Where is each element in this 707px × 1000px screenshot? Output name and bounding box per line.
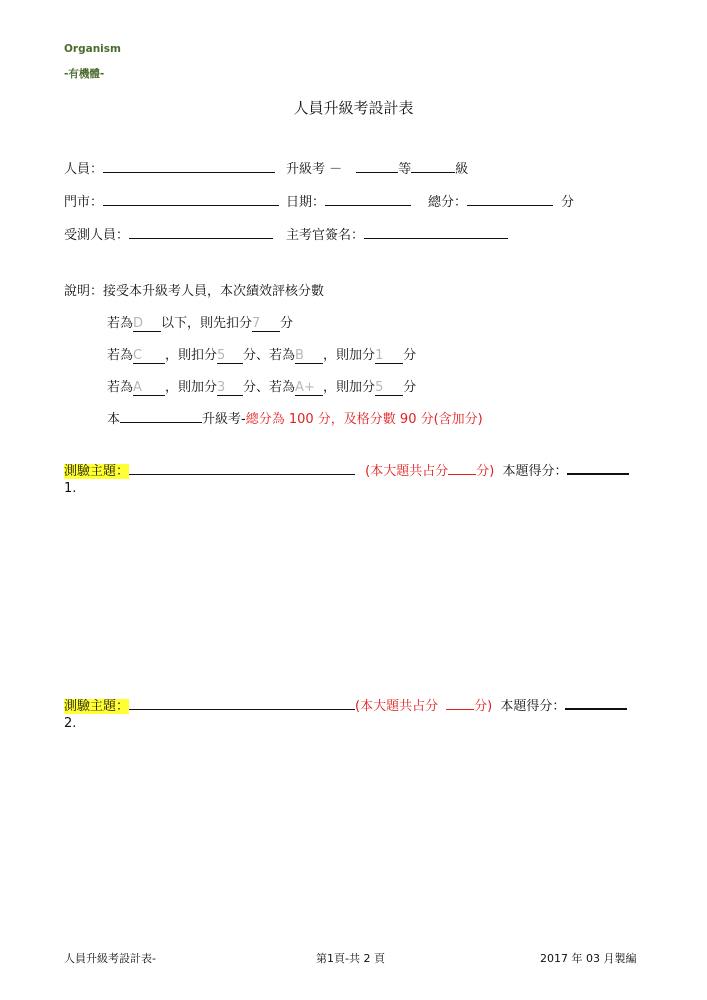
score-field[interactable] <box>565 696 627 710</box>
share-unit: 分) <box>476 464 495 479</box>
store-label: 門市： <box>64 195 104 210</box>
brand-name: Organism <box>64 43 121 55</box>
summary-text: 本 <box>107 412 121 427</box>
examinee-field[interactable] <box>129 225 273 239</box>
grade-field[interactable]: A <box>133 380 165 396</box>
rule-text: ，則加分 <box>323 348 376 363</box>
rule-text: 若為 <box>107 348 134 363</box>
deng-label: 等 <box>398 162 412 177</box>
footer-left: 人員升級考設計表- <box>64 952 156 965</box>
rule-text: 分 <box>280 316 294 331</box>
share-label: (本大題共占分 <box>355 699 439 714</box>
score-label: 本題得分： <box>500 699 566 714</box>
rule-1 <box>107 312 293 332</box>
exam-level-field[interactable] <box>411 159 455 173</box>
grade-field[interactable]: D <box>133 316 161 332</box>
rule-text: 若為 <box>107 316 134 331</box>
score-rule-text: 總分為 100 分，及格分數 90 分(含加分) <box>245 412 483 427</box>
ji-label: 級 <box>455 162 469 177</box>
page-title: 人員升級考設計表 <box>293 99 414 117</box>
points-field[interactable]: 5 <box>375 380 403 396</box>
points-field[interactable]: 5 <box>217 348 243 364</box>
footer-page-number: 第1頁-共 2 頁 <box>316 952 385 965</box>
share-field[interactable] <box>446 696 474 710</box>
points-field[interactable]: 3 <box>217 380 243 396</box>
score-label: 本題得分： <box>502 464 568 479</box>
section-1-header <box>64 460 629 479</box>
rule-text: 若為 <box>107 380 134 395</box>
grade-field[interactable]: A+ <box>295 380 323 396</box>
topic-field[interactable] <box>129 696 355 710</box>
share-field[interactable] <box>448 461 476 475</box>
instructions-intro: 說明：接受本升級考人員，本次績效評核分數 <box>64 284 325 299</box>
date-field[interactable] <box>325 192 411 206</box>
examinee-row <box>64 224 273 243</box>
topic-label: 測驗主題： <box>64 699 130 714</box>
footer-date: 2017 年 03 月製編 <box>540 952 637 965</box>
grade-field[interactable]: C <box>133 348 165 364</box>
person-row <box>64 158 275 177</box>
topic-label: 測驗主題： <box>64 464 130 479</box>
total-field[interactable] <box>467 192 553 206</box>
exam-grade-field[interactable] <box>356 159 398 173</box>
brand-subtitle: -有機體- <box>64 68 105 80</box>
rule-text: 分、若為 <box>243 348 296 363</box>
examiner-label: 主考官簽名： <box>286 228 365 243</box>
person-label: 人員： <box>64 162 104 177</box>
total-row <box>428 191 574 210</box>
rule-text: 分 <box>403 380 417 395</box>
points-field[interactable]: 1 <box>375 348 403 364</box>
score-field[interactable] <box>567 461 629 475</box>
rule-text: ，則加分 <box>323 380 376 395</box>
rule-text: ，則扣分 <box>165 348 218 363</box>
examiner-row <box>286 224 508 243</box>
topic-field[interactable] <box>129 461 355 475</box>
examiner-signature-field[interactable] <box>364 225 508 239</box>
rule-text: 分、若為 <box>243 380 296 395</box>
store-field[interactable] <box>103 192 279 206</box>
rule-3 <box>107 376 416 396</box>
share-label: (本大題共占分 <box>365 464 449 479</box>
exam-level-row <box>286 158 468 177</box>
points-field[interactable]: 7 <box>252 316 280 332</box>
grade-field[interactable]: B <box>295 348 323 364</box>
section-2-header <box>64 695 627 714</box>
date-label: 日期： <box>286 195 326 210</box>
fen-label: 分 <box>561 195 575 210</box>
rule-text: 分 <box>403 348 417 363</box>
share-unit: 分) <box>474 699 493 714</box>
exam-name-field[interactable] <box>120 409 202 423</box>
total-label: 總分： <box>428 195 468 210</box>
date-row <box>286 191 411 210</box>
summary-text: 升級考- <box>202 412 246 427</box>
store-row <box>64 191 279 210</box>
question-number: 1. <box>64 481 77 496</box>
rule-text: ，則加分 <box>165 380 218 395</box>
summary-line <box>107 408 483 427</box>
question-number: 2. <box>64 716 77 731</box>
person-field[interactable] <box>103 159 275 173</box>
rule-text: 以下，則先扣分 <box>161 316 253 331</box>
exam-label: 升級考 － <box>286 162 343 177</box>
rule-2 <box>107 344 416 364</box>
examinee-label: 受測人員： <box>64 228 130 243</box>
